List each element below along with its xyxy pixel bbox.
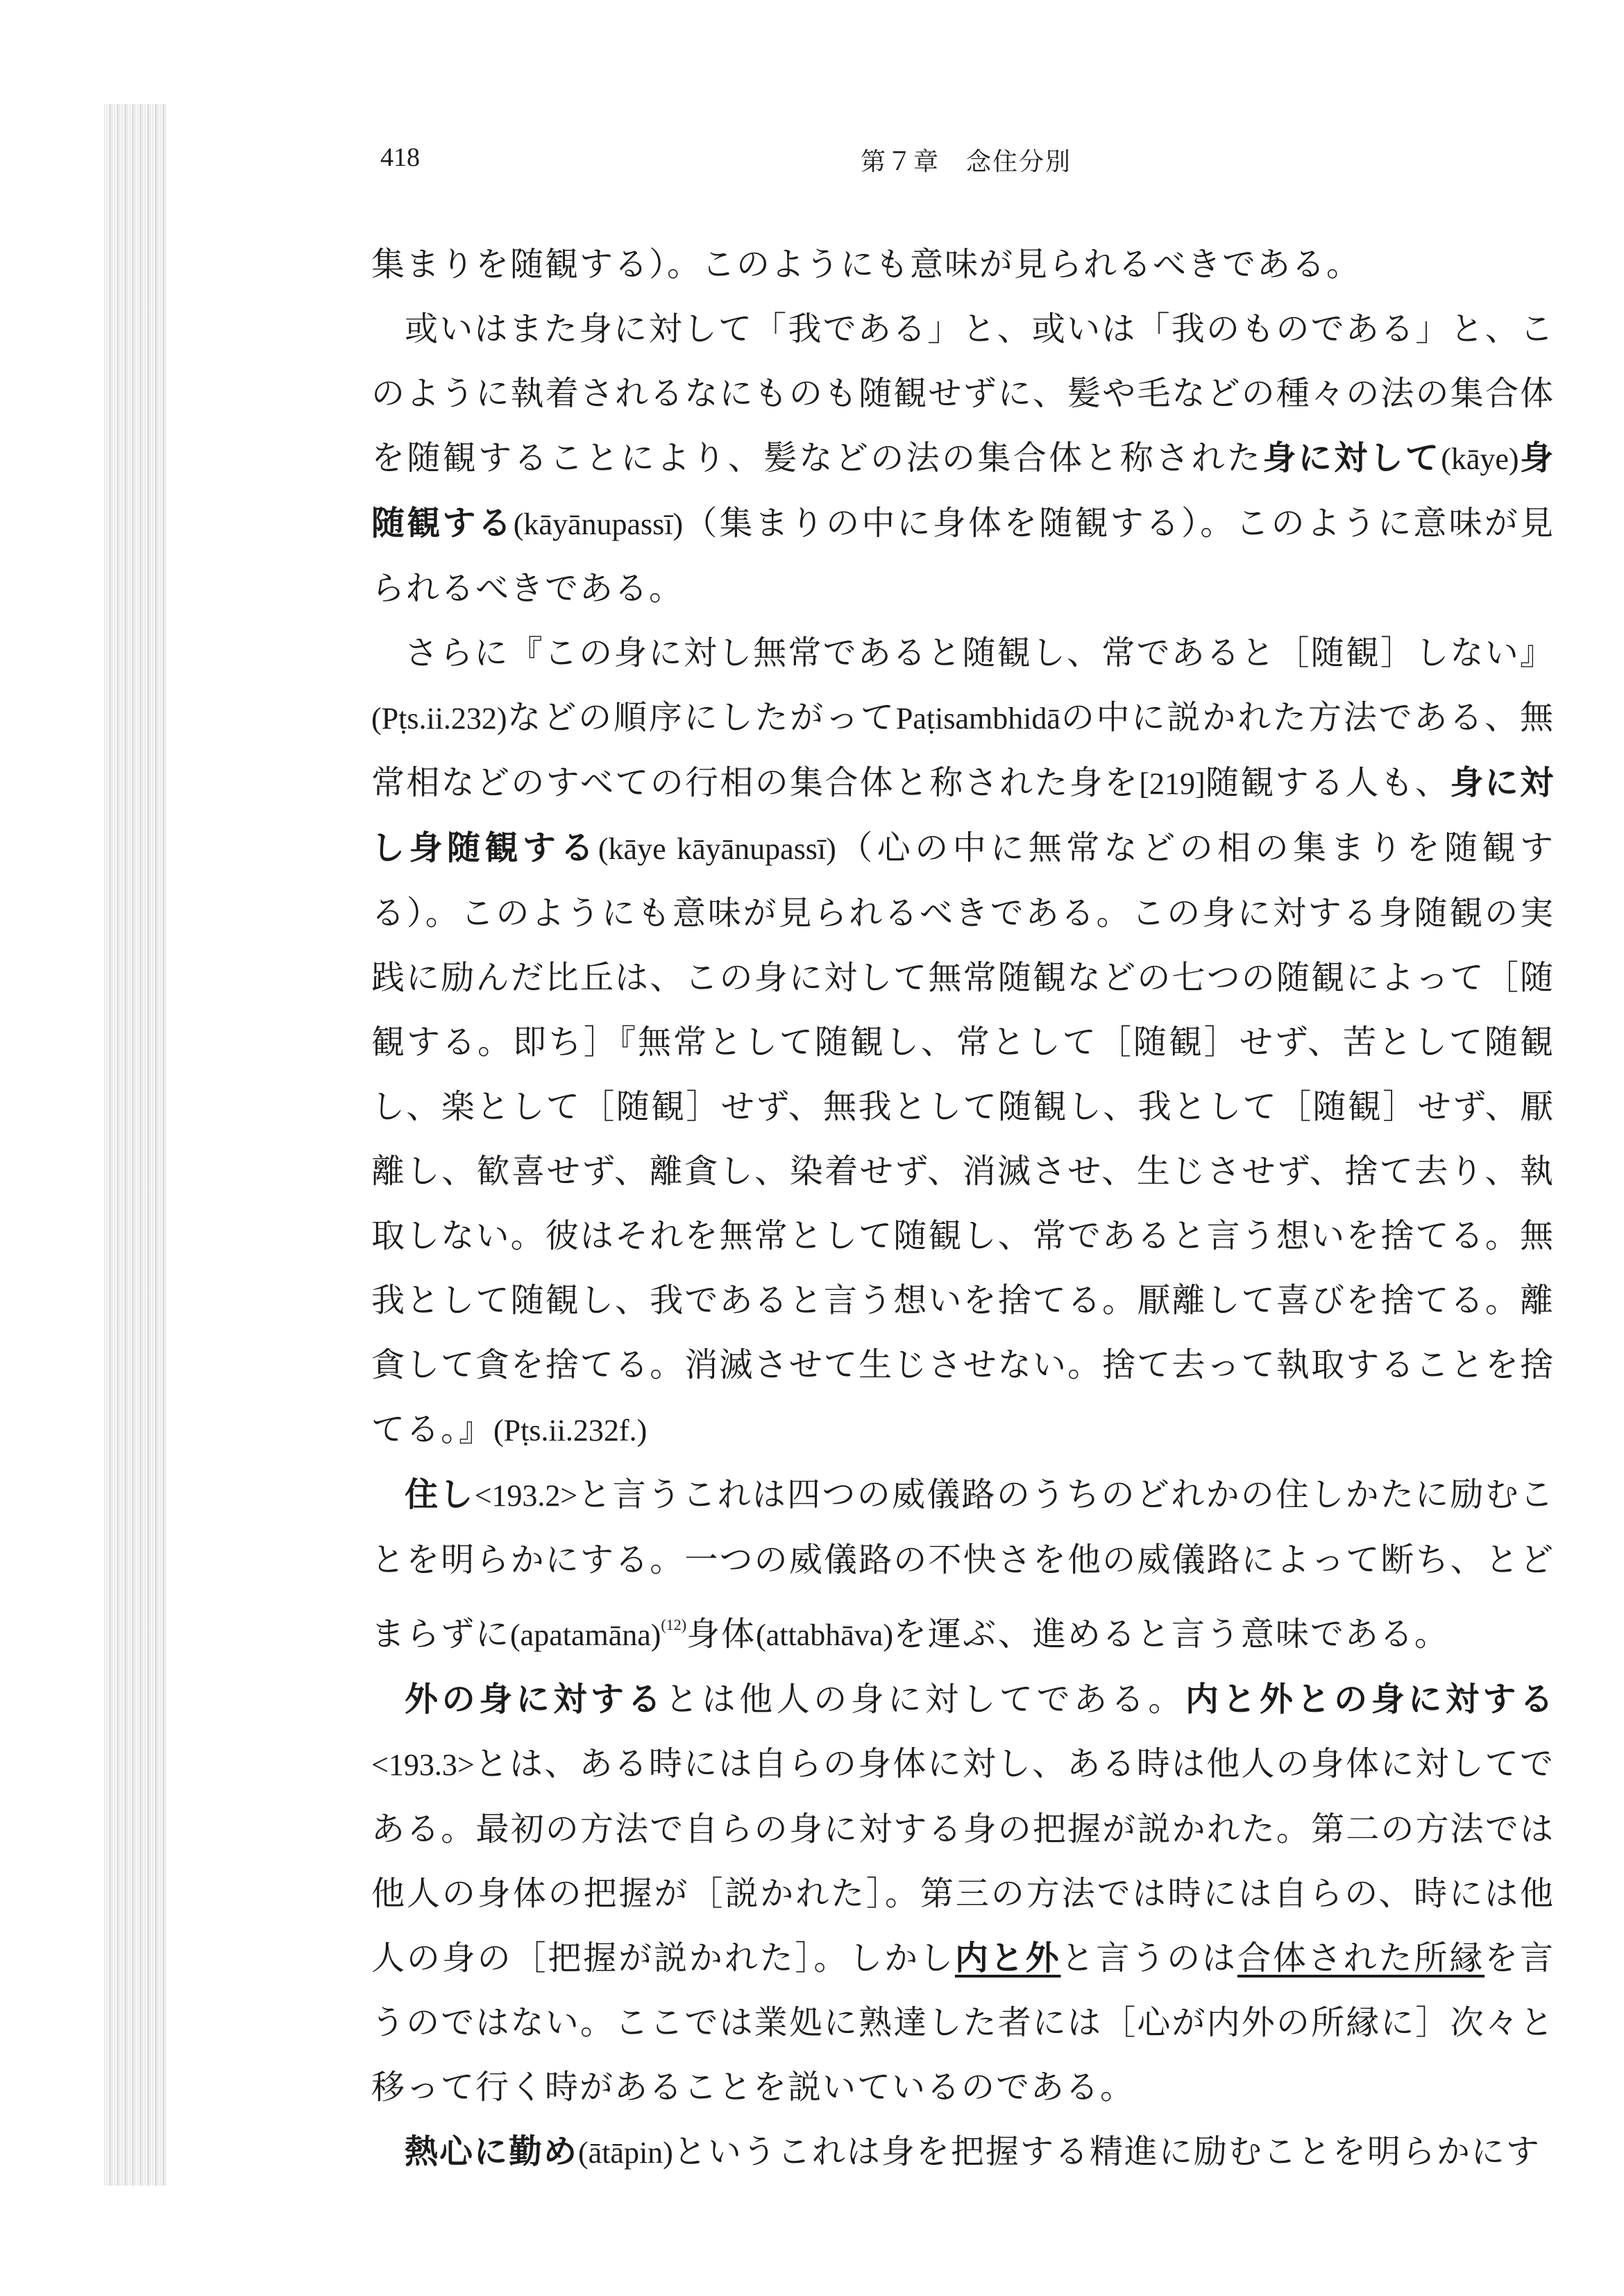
text-span: の中に説かれた方法である、無常相などのすべての行相の集合体と称された身を <box>371 698 1555 802</box>
underlined-term: 内と外 <box>954 1939 1061 1978</box>
citation: (Pṭs.ii.232f.) <box>493 1413 648 1447</box>
text-span: 集まりを随観する）。このようにも意味が見られるべきである。 <box>371 245 1362 284</box>
pali-term: (attabhāva) <box>756 1618 893 1652</box>
section-reference: <193.3> <box>371 1748 475 1782</box>
text-span: を運ぶ、進めると言う意味である。 <box>893 1615 1449 1653</box>
footnote-marker: (12) <box>661 1616 687 1633</box>
text-span: とは他人の身に対してである。 <box>664 1680 1185 1719</box>
paragraph-1 <box>371 232 1555 297</box>
text-span: と言うこれは四つの威儀路のうちのどれかの住しかたに励むことを明らかにする。一つの威儀路の不快さを他の威儀路によって断ち、とどまらずに <box>371 1475 1555 1653</box>
text-span: とは、ある時には自らの身体に対し、ある時は他人の身体に対してである。最初の方法で自らの身に対する身の把握が説かれた。第二の方法では他人の身体の把握が［説かれた］。第三の方法では時には自らの、時には他人の身の［把握が説かれた］。しかし <box>371 1744 1555 1978</box>
bold-term: 外の身に対する <box>405 1680 665 1719</box>
paragraph-2 <box>371 297 1555 621</box>
bold-term: 熱心に勤め <box>405 2132 579 2171</box>
bold-term: 身に対し身随観する <box>371 763 1555 867</box>
paragraph-3 <box>371 621 1555 1463</box>
text-span: 身体 <box>686 1615 756 1653</box>
paragraph-4 <box>371 1463 1555 1667</box>
text-span: （集まりの中に身体を随観する）。このように意味が見られるべきである。 <box>371 504 1555 608</box>
bold-term: 住し <box>405 1475 475 1514</box>
pali-term: (kāye) <box>1441 442 1519 476</box>
text-span: などの順序にしたがって <box>507 698 896 737</box>
pali-term: (apatamāna) <box>510 1618 661 1652</box>
pali-term: (ātāpin) <box>578 2136 673 2170</box>
body-text <box>371 232 1555 2185</box>
page-reference: [219] <box>1139 767 1206 801</box>
page-header <box>380 142 1546 184</box>
bold-term: 身随観する <box>371 439 1555 543</box>
section-reference: <193.2> <box>474 1479 578 1513</box>
text-span: を言うのではない。ここでは業処に熟達した者には［心が内外の所縁に］次々と移って行く時があることを説いているのである。 <box>371 1939 1555 2107</box>
text-span: と言うのは <box>1060 1939 1237 1978</box>
page-number: 418 <box>380 143 420 172</box>
pali-term: Paṭisambhidā <box>895 701 1060 735</box>
text-span: さらに『この身に対し無常であると随観し、常であると［随観］しない』 <box>405 633 1555 672</box>
pali-term: (kāyānupassī) <box>513 507 684 541</box>
text-span: というこれは身を把握する精進に励むことを明らかにす <box>673 2132 1541 2171</box>
paragraph-6 <box>371 2120 1555 2185</box>
running-title: 第７章 念住分別 <box>861 148 1072 176</box>
text-span: （心の中に無常などの相の集まりを随観する）。このようにも意味が見られるべきである。この身に対する身随観の実践に励んだ比丘は、この身に対して無常随観などの七つの随観によって［随観する。即ち］『無常として随観し、常として［随観］せず、苦として随観し、楽として［随観］せず、無我として随観し、我として［随観］せず、厭離し、歓喜せず、離貪し、染着せず、消滅させ、生じさせず、捨て去り、執取しない。彼はそれを無常として随観し、常であると言う想いを捨てる。無我として随観し、我であると言う想いを捨てる。厭離して喜びを捨てる。離貪して貪を捨てる。消滅させて生じさせない。捨て去って執取することを捨てる。』 <box>371 828 1555 1449</box>
paragraph-5 <box>371 1667 1555 2120</box>
pali-term: (kāye kāyānupassī) <box>598 832 836 866</box>
citation: (Pṭs.ii.232) <box>371 701 507 735</box>
bold-term: 内と外との身に対する <box>1185 1680 1555 1719</box>
underlined-term: 合体された所縁 <box>1237 1939 1485 1978</box>
text-span: 或いはまた身に対して「我である」と、或いは「我のものである」と、このように執着されるなにものも随観せずに、髪や毛などの種々の法の集合体を随観することにより、髪などの法の集合体と称された <box>371 309 1555 477</box>
bold-term: 身に対して <box>1262 439 1441 477</box>
binding-edge-shadow <box>104 104 167 2186</box>
text-span: 随観する人も、 <box>1205 763 1450 802</box>
